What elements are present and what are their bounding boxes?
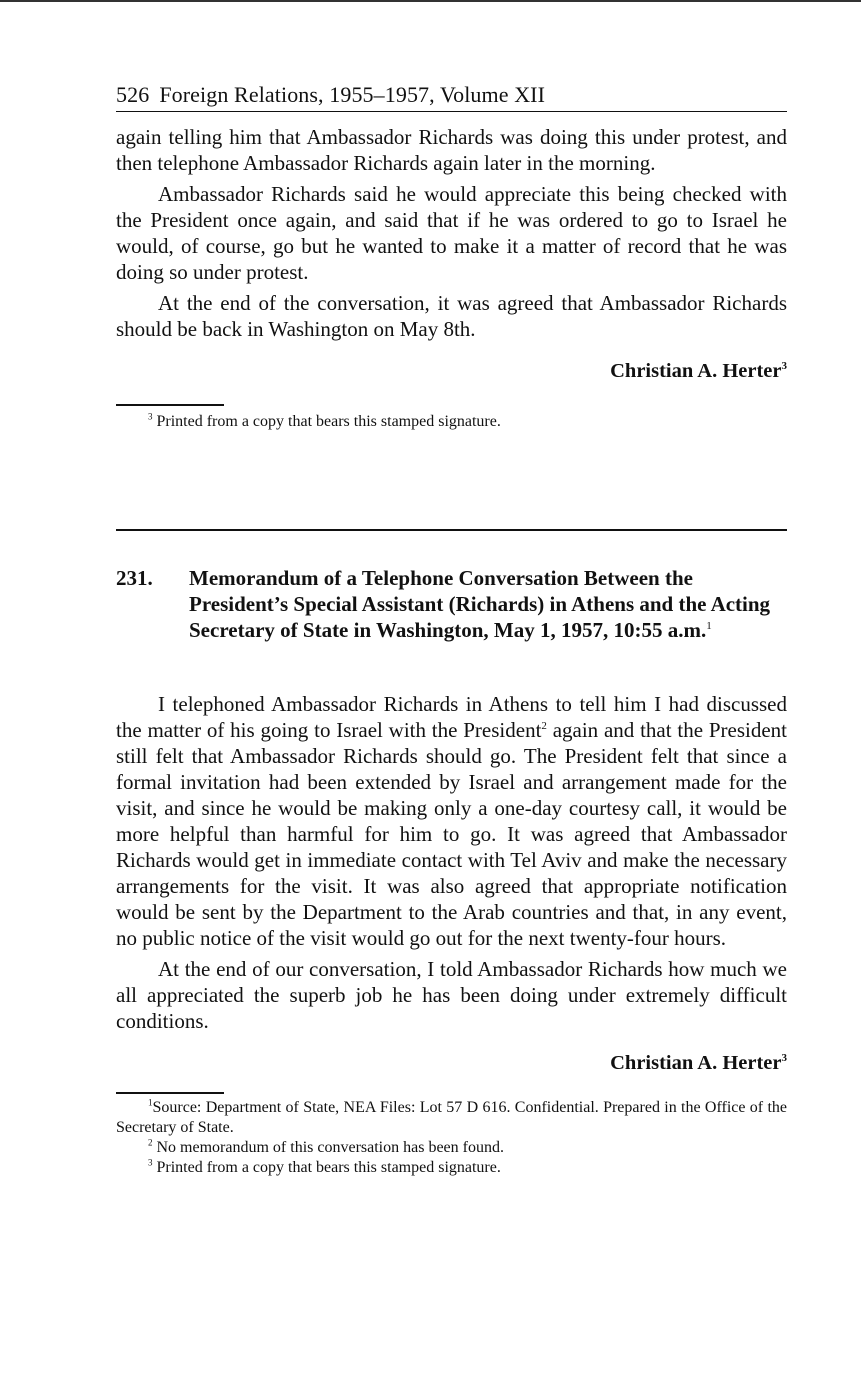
footnote-mark: 1	[148, 1097, 153, 1108]
footnote-ref: 3	[781, 1052, 787, 1065]
running-head	[116, 80, 787, 112]
volume-title: Foreign Relations, 1955–1957, Volume XII	[159, 82, 546, 107]
document-heading	[116, 565, 787, 643]
page	[116, 80, 787, 1178]
signature	[116, 358, 787, 384]
paragraph: At the end of our conversation, I told Ambassador Richards how much we all appreciated the superb job he has been doing under extremely difficult conditions.	[116, 957, 787, 1033]
footnote-mark: 3	[148, 1157, 153, 1168]
paragraph: Ambassador Richards said he would appreciate this being checked with the President once again, and said that if he was ordered to go to Israel he would, of course, go but he wanted to make it a matter of record that he was doing so under protest.	[116, 182, 787, 284]
paragraph-continued: again telling him that Ambassador Richards was doing this under protest, and then telephone Ambassador Richards again later in the morning.	[116, 125, 787, 175]
footnote-ref: 3	[781, 360, 787, 373]
paragraph: At the end of the conversation, it was agreed that Ambassador Richards should be back in Washington on May 8th.	[116, 291, 787, 341]
paragraph-text: again and that the President still felt that Ambassador Richards should go. The President felt that since a formal invitation had been extended by Israel and arrangement made for the visit, and since he would be making only a one-day courtesy call, it would be more helpful than harmful for him to go. It was agreed that Ambassador Richards would get in immediate contact with Tel Aviv and make the necessary arrangements for the visit. It was also agreed that appropriate notification would be sent by the Department to the Arab countries and that, in any event, no public notice of the visit would go out for the next twenty-four hours.	[116, 718, 787, 950]
footnote	[116, 1098, 787, 1138]
footnote-text: Printed from a copy that bears this stamped signature.	[156, 1159, 501, 1176]
page-number: 526	[116, 82, 150, 107]
footnote-ref: 1	[706, 620, 712, 632]
footnote-text: Printed from a copy that bears this stamped signature.	[156, 413, 501, 430]
document-title-text: Memorandum of a Telephone Conversation Between the President’s Special Assistant (Richards) in Athens and the Acting Secretary of State in Washington, May 1, 1957, 10:55 a.m.	[189, 566, 771, 642]
paragraph	[116, 691, 787, 951]
footnote	[116, 1138, 787, 1158]
footnote	[116, 1158, 787, 1178]
footnote	[116, 412, 787, 432]
document-title	[189, 565, 787, 643]
footnote-text: No memorandum of this conversation has been found.	[156, 1139, 504, 1156]
footnote-mark: 3	[148, 411, 153, 422]
page-top-edge	[0, 0, 861, 2]
signature	[116, 1050, 787, 1076]
footnote-text: Source: Department of State, NEA Files: Lot 57 D 616. Confidential. Prepared in the Office of the Secretary of State.	[116, 1099, 787, 1136]
footnote-mark: 2	[148, 1137, 153, 1148]
signature-name: Christian A. Herter	[610, 1052, 782, 1074]
document-number: 231.	[116, 566, 153, 590]
paragraph-text: I telephoned Ambassador Richards in Athens to tell him I had discussed the matter of his going to Israel with the President	[116, 692, 787, 742]
footnote-ref: 2	[541, 720, 547, 732]
signature-name: Christian A. Herter	[610, 360, 782, 382]
